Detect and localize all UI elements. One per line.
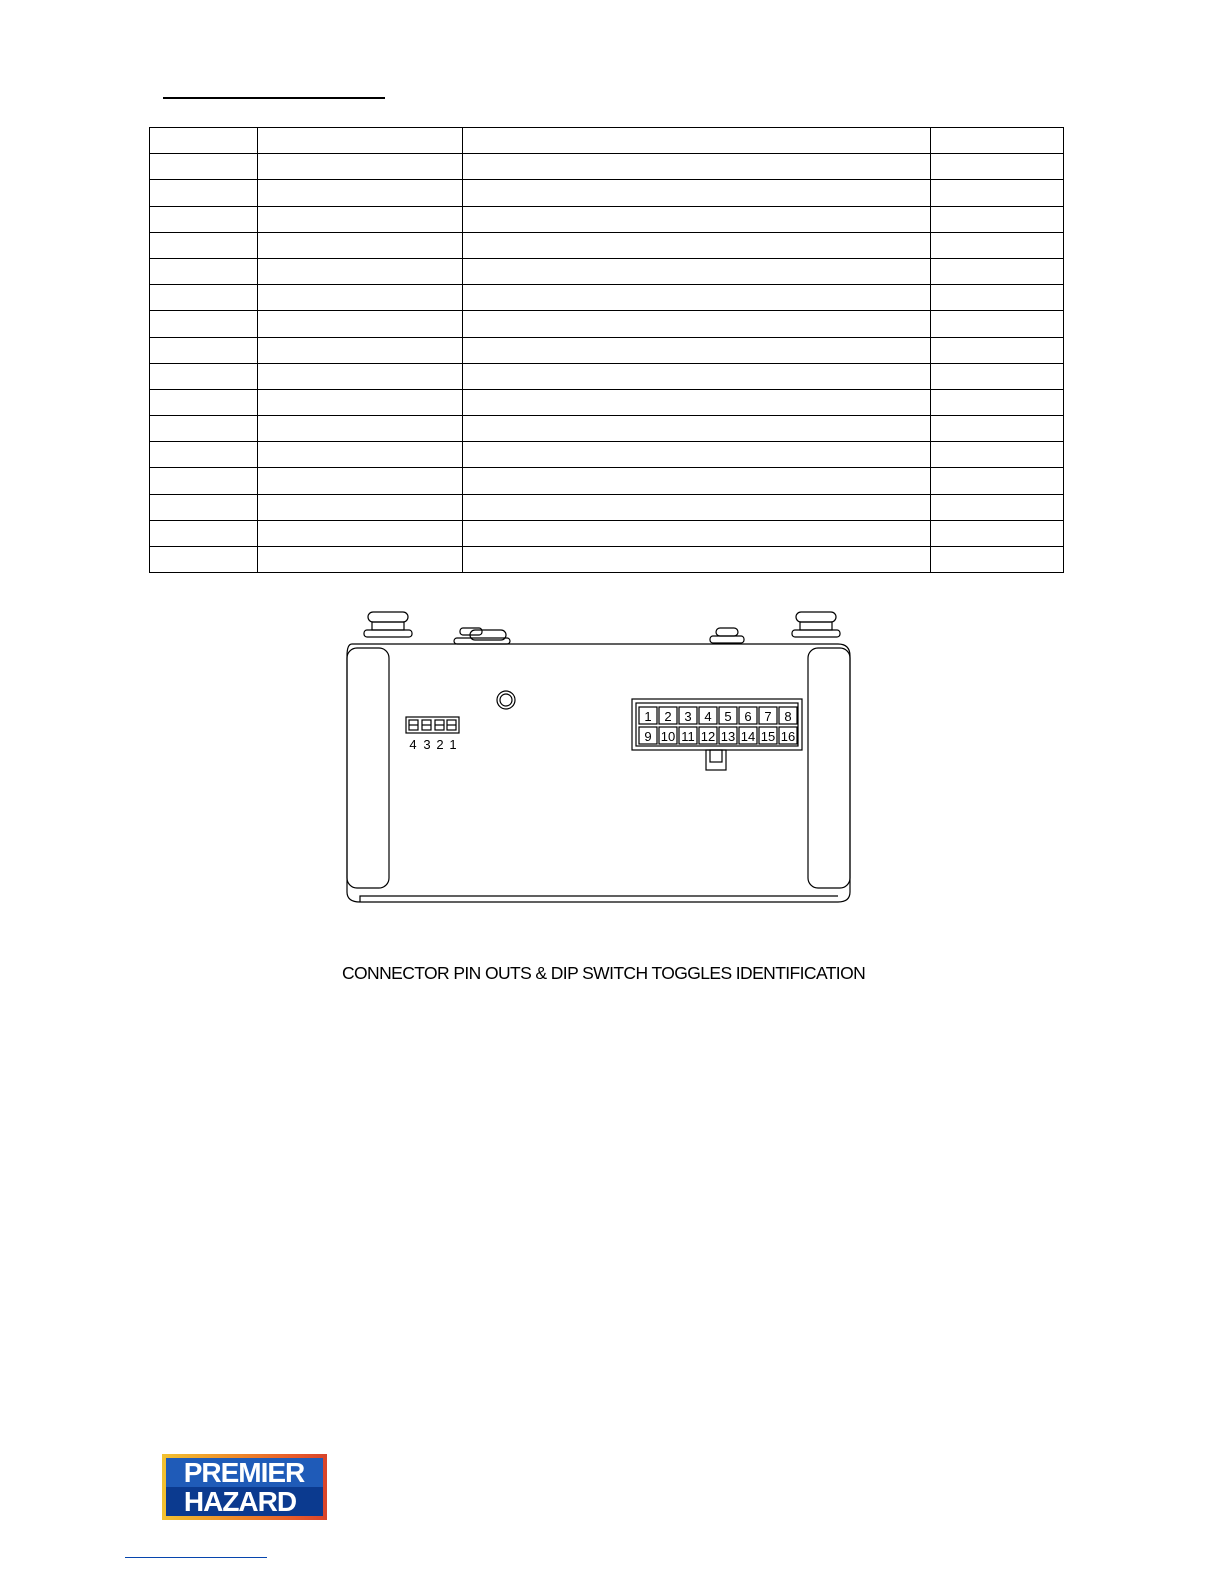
table-cell [258, 311, 463, 337]
table-cell [258, 468, 463, 494]
dip-label-2: 2 [436, 737, 444, 752]
table-cell [931, 442, 1064, 468]
table-row [150, 311, 1064, 337]
table-cell [258, 494, 463, 520]
housing-outline [347, 644, 850, 902]
table-cell [463, 468, 931, 494]
connector-pin-label: 14 [740, 729, 756, 744]
table-cell [463, 389, 931, 415]
housing-base-edge [360, 896, 838, 902]
dip-label-1: 1 [449, 737, 457, 752]
table-row [150, 494, 1064, 520]
connector-pin-label: 5 [724, 709, 732, 724]
table-cell [931, 154, 1064, 180]
table-cell [258, 389, 463, 415]
table-cell [463, 285, 931, 311]
table-cell [150, 285, 258, 311]
table-cell [463, 337, 931, 363]
table-cell [150, 258, 258, 284]
table-cell [463, 363, 931, 389]
logo-line1: PREMIER [183, 1457, 305, 1488]
end-cap-left [347, 648, 389, 888]
mounting-knob-left [364, 612, 412, 637]
mounting-knob-mid-left [454, 628, 510, 644]
table-cell [931, 232, 1064, 258]
table-row [150, 416, 1064, 442]
logo-line2: HAZARD [183, 1486, 297, 1517]
section-heading-underline [163, 97, 385, 99]
table-cell [931, 520, 1064, 546]
table-cell [150, 442, 258, 468]
footer-link-underline[interactable] [125, 1557, 267, 1558]
sixteen-pin-connector [632, 699, 802, 770]
table-cell [931, 363, 1064, 389]
table-cell [463, 154, 931, 180]
table-cell [258, 416, 463, 442]
connector-pin-label: 15 [760, 729, 776, 744]
table-cell [150, 180, 258, 206]
table-cell [931, 468, 1064, 494]
table-cell [258, 442, 463, 468]
table-row [150, 389, 1064, 415]
table-cell [258, 232, 463, 258]
connector-pin-label: 3 [684, 709, 692, 724]
connector-pin-label: 13 [720, 729, 736, 744]
table-cell [931, 285, 1064, 311]
table-row [150, 154, 1064, 180]
table-cell [463, 520, 931, 546]
table-cell [931, 416, 1064, 442]
table-row [150, 258, 1064, 284]
diagram-caption: CONNECTOR PIN OUTS & DIP SWITCH TOGGLES IDENTIFICATION [342, 963, 866, 983]
table-cell [150, 206, 258, 232]
table-cell [931, 258, 1064, 284]
table-cell [150, 363, 258, 389]
table-row [150, 128, 1064, 154]
end-cap-right [808, 648, 850, 888]
table-cell [150, 311, 258, 337]
table-cell [463, 258, 931, 284]
table-cell [258, 180, 463, 206]
table-row [150, 442, 1064, 468]
table-cell [931, 337, 1064, 363]
table-cell [150, 232, 258, 258]
table-cell [150, 468, 258, 494]
table-cell [931, 206, 1064, 232]
table-cell [150, 128, 258, 154]
connector-pin-label: 4 [704, 709, 712, 724]
table-cell [150, 337, 258, 363]
table-cell [258, 206, 463, 232]
connector-pin-label: 1 [644, 709, 652, 724]
table-cell [463, 442, 931, 468]
dip-label-4: 4 [409, 737, 417, 752]
pinout-table [149, 127, 1064, 573]
table-cell [931, 494, 1064, 520]
table-row [150, 232, 1064, 258]
connector-pin-label: 6 [744, 709, 752, 724]
table-cell [258, 337, 463, 363]
table-cell [258, 547, 463, 573]
table-cell [258, 285, 463, 311]
table-cell [258, 128, 463, 154]
table-cell [150, 389, 258, 415]
table-cell [463, 416, 931, 442]
table-row [150, 180, 1064, 206]
table-row [150, 547, 1064, 573]
mounting-knob-mid-right [710, 628, 744, 643]
table-cell [150, 520, 258, 546]
table-cell [258, 258, 463, 284]
table-cell [463, 547, 931, 573]
table-cell [463, 494, 931, 520]
table-cell [463, 232, 931, 258]
table-row [150, 206, 1064, 232]
table-cell [931, 180, 1064, 206]
connector-pin-label: 11 [681, 729, 695, 744]
table-cell [150, 416, 258, 442]
table-cell [463, 128, 931, 154]
premier-hazard-logo [162, 1454, 327, 1520]
table-cell [463, 180, 931, 206]
table-cell [931, 389, 1064, 415]
table-row [150, 285, 1064, 311]
dip-switch-block [406, 717, 459, 733]
mounting-knob-right [792, 612, 840, 637]
table-cell [931, 128, 1064, 154]
table-cell [258, 363, 463, 389]
table-cell [463, 206, 931, 232]
connector-pin-label: 8 [784, 709, 792, 724]
controller-box-diagram [330, 610, 860, 910]
table-cell [150, 494, 258, 520]
table-cell [150, 547, 258, 573]
connector-pin-label: 12 [700, 729, 716, 744]
table-row [150, 468, 1064, 494]
dip-label-3: 3 [423, 737, 431, 752]
table-cell [150, 154, 258, 180]
connector-pin-label: 9 [644, 729, 652, 744]
table-row [150, 520, 1064, 546]
table-cell [931, 547, 1064, 573]
connector-pin-label: 10 [660, 729, 676, 744]
table-cell [258, 154, 463, 180]
connector-pin-label: 16 [780, 729, 796, 744]
table-cell [258, 520, 463, 546]
connector-pin-label: 7 [764, 709, 772, 724]
connector-pin-label: 2 [664, 709, 672, 724]
table-cell [931, 311, 1064, 337]
table-cell [463, 311, 931, 337]
table-row [150, 363, 1064, 389]
table-row [150, 337, 1064, 363]
